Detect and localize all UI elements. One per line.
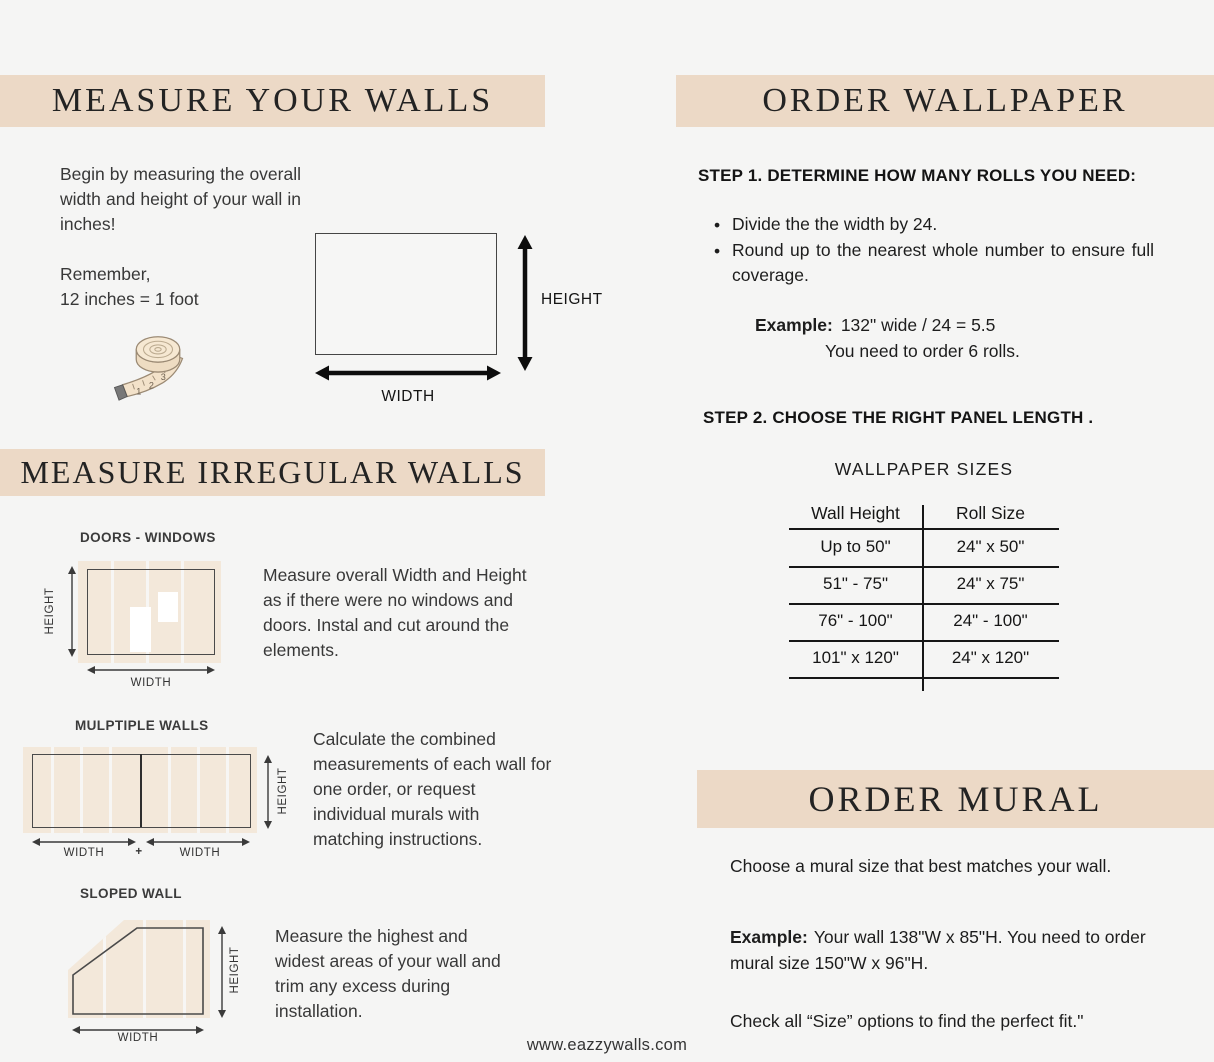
doors-windows-height-label: HEIGHT	[44, 587, 56, 635]
remember-line-1: Remember,	[60, 264, 151, 284]
measure-walls-intro: Begin by measuring the overall width and height of your wall in inches!	[60, 164, 301, 234]
bullet-dot: •	[714, 241, 721, 261]
multiple-walls-text: Calculate the combined measurements of each wall for one order, or request individual murals with matching instructions.	[313, 729, 552, 849]
svg-text:2: 2	[148, 380, 154, 391]
wallpaper-sizes-title: WALLPAPER SIZES	[834, 459, 1014, 479]
multiple-walls-label: MULPTIPLE WALLS	[75, 718, 209, 733]
bullet-item-2	[714, 238, 1154, 288]
table-cell: 24" x 50"	[956, 536, 1025, 556]
doors-windows-width-arrow-icon	[87, 664, 215, 676]
bullet-item-1	[714, 212, 1154, 238]
bullet-text-2: Round up to the nearest whole number to ensure full coverage.	[732, 240, 1154, 285]
remember-line-2: 12 inches = 1 foot	[60, 289, 199, 309]
wallpaper-sizes-table	[789, 498, 1059, 676]
order-mural-title: ORDER MURAL	[808, 779, 1103, 819]
order-mural-banner	[697, 770, 1214, 828]
table-cell: 24" x 120"	[951, 647, 1030, 667]
sloped-wall-text: Measure the highest and widest areas of your wall and trim any excess during installation.	[275, 926, 501, 1021]
sloped-wall-diagram	[40, 918, 225, 1020]
mural-text-1: Choose a mural size that best matches your wall.	[730, 856, 1112, 876]
measure-irregular-title: MEASURE IRREGULAR WALLS	[20, 454, 525, 490]
sloped-wall-height-arrow-icon	[216, 926, 228, 1018]
doors-windows-label: DOORS - WINDOWS	[80, 530, 216, 545]
table-cell: 76" - 100"	[818, 610, 893, 630]
remember-note	[60, 262, 301, 312]
mural-example-text: Your wall 138"W x 85"H. You need to order mural size 150"W x 96"H.	[730, 927, 1146, 973]
sloped-wall-label: SLOPED WALL	[80, 886, 182, 901]
doors-windows-text: Measure overall Width and Height as if there were no windows and doors. Instal and cut around the elements.	[263, 565, 527, 660]
door-shape	[130, 607, 151, 652]
multiple-walls-width-label-2: WIDTH	[179, 847, 221, 859]
table-header-wall-height: Wall Height	[811, 502, 900, 523]
step1-heading: STEP 1. DETERMINE HOW MANY ROLLS YOU NEED:	[698, 166, 1137, 185]
measure-walls-title: MEASURE YOUR WALLS	[51, 82, 494, 119]
table-vertical-rule	[922, 505, 924, 691]
sloped-wall-height-label: HEIGHT	[229, 946, 241, 994]
order-wallpaper-title: ORDER WALLPAPER	[762, 82, 1128, 119]
doors-windows-height-arrow-icon	[66, 566, 78, 657]
bullet-text-1: Divide the the width by 24.	[732, 214, 938, 234]
table-cell: Up to 50"	[820, 536, 891, 556]
mural-text-2: Check all “Size” options to find the perfect fit."	[730, 1011, 1084, 1031]
sloped-wall-width-label: WIDTH	[117, 1032, 159, 1044]
height-arrow-icon	[514, 235, 536, 371]
multiple-walls-plus-label: +	[135, 846, 143, 858]
rolls-example-label: Example:	[755, 315, 833, 335]
step1-bullets	[714, 212, 1154, 288]
table-header-roll-size: Roll Size	[955, 502, 1026, 523]
doors-windows-width-label: WIDTH	[130, 677, 172, 689]
table-cell: 51" - 75"	[823, 573, 888, 593]
table-cell: 101" x 120"	[812, 647, 899, 667]
rolls-example-line-2: You need to order 6 rolls.	[825, 341, 1020, 361]
mural-example	[730, 924, 1154, 976]
svg-text:1: 1	[136, 386, 142, 397]
table-cell: 24" x 75"	[956, 573, 1025, 593]
multiple-walls-height-arrow-icon	[262, 755, 274, 829]
order-wallpaper-banner	[676, 75, 1214, 127]
tape-measure-icon	[112, 324, 204, 402]
wall-width-label: WIDTH	[381, 388, 435, 405]
step2-heading: STEP 2. CHOOSE THE RIGHT PANEL LENGTH .	[703, 408, 1094, 427]
footer-url: www.eazzywalls.com	[526, 1036, 688, 1054]
bullet-dot: •	[714, 215, 721, 235]
rolls-example-value: 132" wide / 24 = 5.5	[840, 315, 996, 335]
measure-walls-banner	[0, 75, 545, 127]
wall-height-label: HEIGHT	[541, 291, 603, 308]
multiple-walls-divider	[140, 754, 142, 827]
wall-diagram-rect	[315, 233, 497, 355]
measure-irregular-banner	[0, 449, 545, 496]
rolls-example-line-1	[755, 312, 995, 338]
window-shape	[158, 592, 178, 622]
svg-text:3: 3	[160, 372, 166, 383]
table-cell: 24" - 100"	[953, 610, 1028, 630]
multiple-walls-width-label-1: WIDTH	[63, 847, 105, 859]
mural-example-label: Example:	[730, 927, 808, 947]
doors-windows-wall-outline	[87, 569, 215, 655]
width-arrow-icon	[315, 362, 501, 384]
multiple-walls-height-label: HEIGHT	[277, 767, 289, 815]
